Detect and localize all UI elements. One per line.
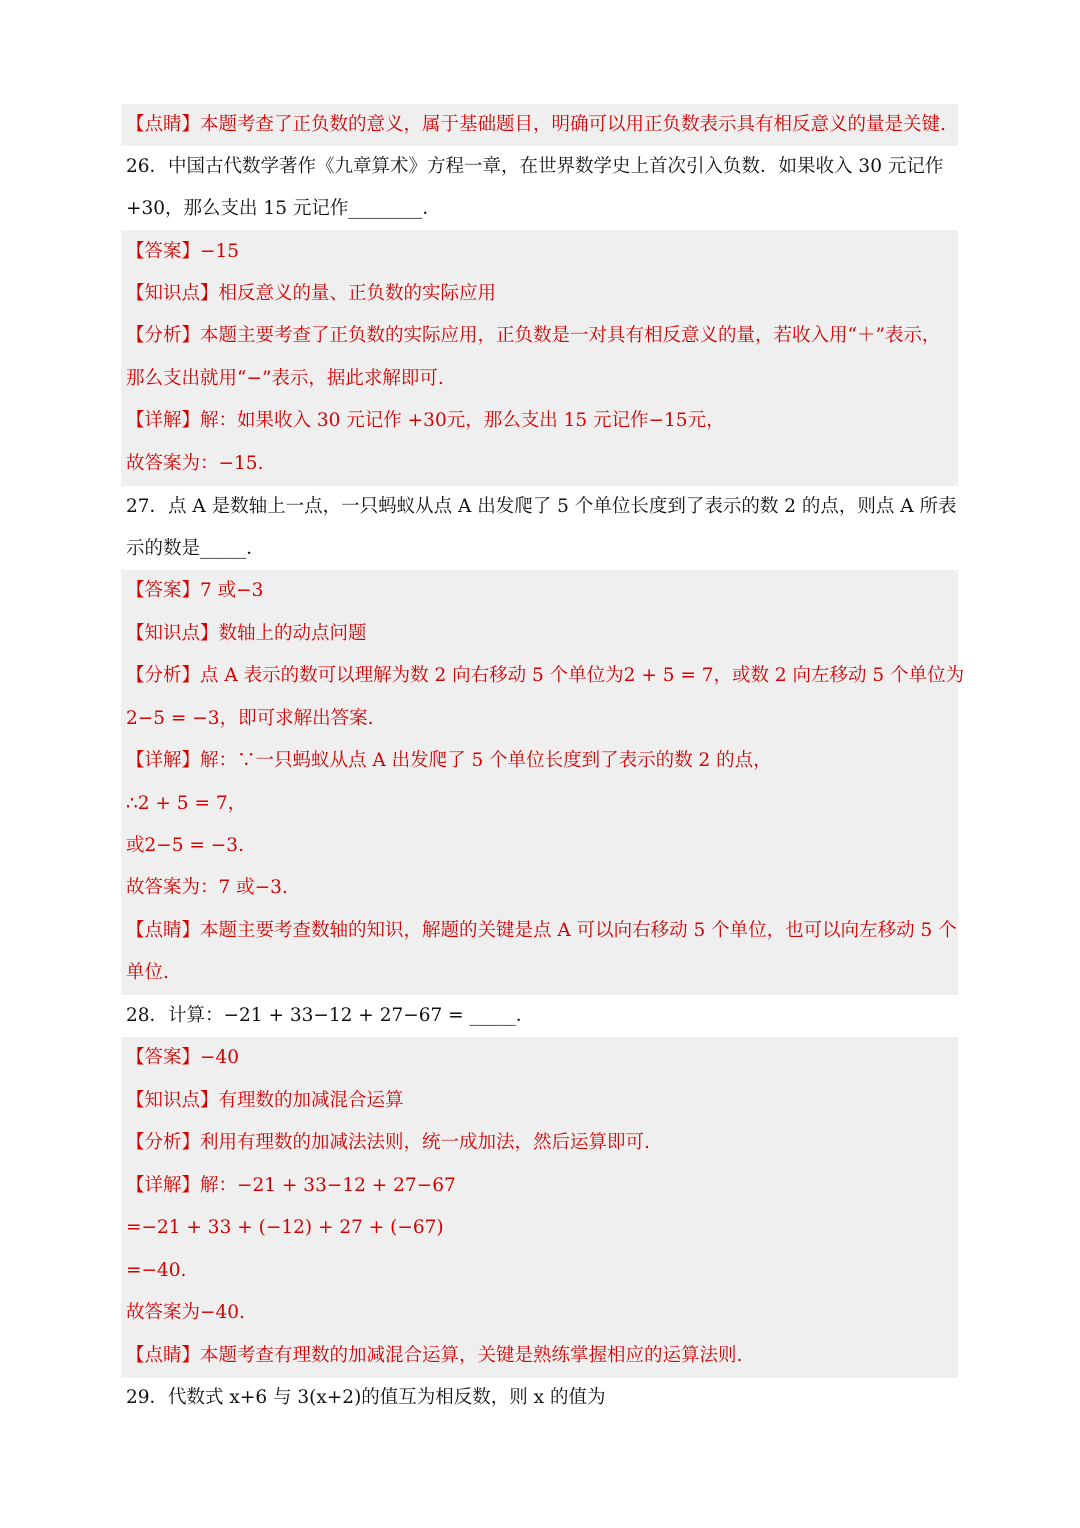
q27-analysis-line-1: 【分析】点 A 表示的数可以理解为数 2 向右移动 5 个单位为2 + 5 = 7，或数 2 向左移动 5 个单位为 [126, 665, 965, 686]
q27-stem-line-2: 示的数是_____． [126, 538, 265, 559]
q27-detail-line-3: 或2−5 = −3. [126, 835, 244, 856]
q27-detail-line-1: 【详解】解：∵一只蚂蚁从点 A 出发爬了 5 个单位长度到了表示的数 2 的点， [126, 750, 772, 771]
q28-dianjing: 【点睛】本题考查有理数的加减混合运算，关键是熟练掌握相应的运算法则. [126, 1345, 743, 1366]
q26-answer: 【答案】−15 [126, 241, 240, 262]
solution-block-26 [121, 230, 958, 486]
q28-answer: 【答案】−40 [126, 1047, 240, 1068]
q26-stem-line-1: 26．中国古代数学著作《九章算术》方程一章，在世界数学史上首次引入负数．如果收入 30 元记作 [126, 156, 944, 177]
q27-detail-line-4: 故答案为：7 或−3. [126, 877, 288, 898]
q26-detail-line-2: 故答案为：−15. [126, 453, 264, 474]
q29-stem: 29．代数式 x+6 与 3(x+2)的值互为相反数，则 x 的值为 [126, 1387, 606, 1408]
q27-answer: 【答案】7 或−3 [126, 580, 264, 601]
q27-stem-line-1: 27．点 A 是数轴上一点，一只蚂蚁从点 A 出发爬了 5 个单位长度到了表示的数 2 的点，则点 A 所表 [126, 496, 957, 517]
q27-dianjing-line-1: 【点睛】本题主要考查数轴的知识，解题的关键是点 A 可以向右移动 5 个单位，也可以向左移动 5 个 [126, 920, 957, 941]
q28-detail-line-2: =−21 + 33 + (−12) + 27 + (−67) [126, 1217, 444, 1238]
q26-knowledge: 【知识点】相反意义的量、正负数的实际应用 [126, 283, 497, 304]
q28-detail-line-4: 故答案为−40. [126, 1302, 245, 1323]
q28-detail-line-1: 【详解】解：−21 + 33−12 + 27−67 [126, 1175, 456, 1196]
q27-detail-line-2: ∴2 + 5 = 7， [126, 793, 247, 814]
q27-analysis-line-2: 2−5 = −3，即可求解出答案. [126, 708, 374, 729]
q28-stem: 28．计算：−21 + 33−12 + 27−67 = _____． [126, 1005, 535, 1026]
q27-dianjing-line-2: 单位. [126, 962, 169, 983]
q26-analysis-line-2: 那么支出就用“−”表示，据此求解即可. [126, 368, 444, 389]
q28-analysis: 【分析】利用有理数的加减法法则，统一成加法，然后运算即可. [126, 1132, 650, 1153]
q27-knowledge: 【知识点】数轴上的动点问题 [126, 623, 367, 644]
q26-detail-line-1: 【详解】解：如果收入 30 元记作 +30元，那么支出 15 元记作−15元， [126, 410, 725, 431]
q25-dianjing: 【点睛】本题考查了正负数的意义，属于基础题目，明确可以用正负数表示具有相反意义的量是关键. [126, 114, 946, 135]
q28-detail-line-3: =−40. [126, 1260, 187, 1281]
q26-stem-line-2: +30，那么支出 15 元记作________． [126, 198, 441, 219]
q26-analysis-line-1: 【分析】本题主要考查了正负数的实际应用，正负数是一对具有相反意义的量，若收入用“＋”表示， [126, 325, 941, 346]
q28-knowledge: 【知识点】有理数的加减混合运算 [126, 1090, 404, 1111]
